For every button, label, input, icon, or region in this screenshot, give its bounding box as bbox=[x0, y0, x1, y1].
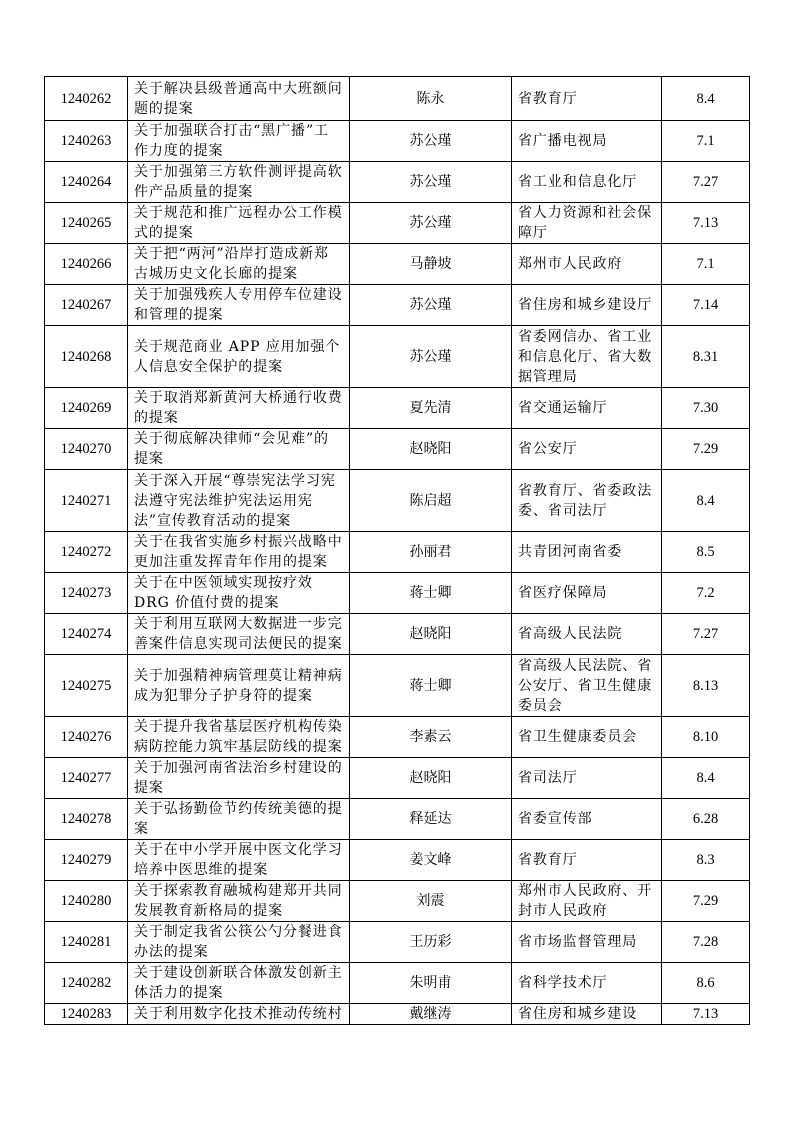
proposer-name: 苏公瑾 bbox=[350, 162, 512, 203]
table-row bbox=[45, 429, 750, 470]
handling-department: 省科学技术厅 bbox=[512, 963, 662, 1004]
reply-date: 7.29 bbox=[662, 881, 750, 922]
proposal-title: 关于规范和推广远程办公工作模式的提案 bbox=[128, 203, 350, 244]
proposal-number: 1240280 bbox=[45, 881, 128, 922]
proposer-name: 苏公瑾 bbox=[350, 121, 512, 162]
reply-date: 8.10 bbox=[662, 717, 750, 758]
reply-date: 7.1 bbox=[662, 244, 750, 285]
proposal-title: 关于解决县级普通高中大班额问题的提案 bbox=[128, 77, 350, 121]
proposal-title: 关于提升我省基层医疗机构传染病防控能力筑牢基层防线的提案 bbox=[128, 717, 350, 758]
reply-date: 6.28 bbox=[662, 799, 750, 840]
handling-department: 省司法厅 bbox=[512, 758, 662, 799]
proposal-number: 1240270 bbox=[45, 429, 128, 470]
table-row bbox=[45, 655, 750, 717]
table-row bbox=[45, 799, 750, 840]
table-row bbox=[45, 326, 750, 388]
reply-date: 7.14 bbox=[662, 285, 750, 326]
proposal-number: 1240264 bbox=[45, 162, 128, 203]
handling-department: 省教育厅 bbox=[512, 77, 662, 121]
table-row bbox=[45, 1004, 750, 1025]
reply-date: 8.4 bbox=[662, 758, 750, 799]
reply-date: 7.27 bbox=[662, 614, 750, 655]
proposer-name: 王历彩 bbox=[350, 922, 512, 963]
proposal-number: 1240276 bbox=[45, 717, 128, 758]
proposal-number: 1240275 bbox=[45, 655, 128, 717]
proposal-title: 关于利用互联网大数据进一步完善案件信息实现司法便民的提案 bbox=[128, 614, 350, 655]
reply-date: 7.30 bbox=[662, 388, 750, 429]
proposal-table bbox=[44, 76, 750, 1025]
table-row bbox=[45, 717, 750, 758]
proposer-name: 马静坡 bbox=[350, 244, 512, 285]
proposal-title: 关于彻底解决律师“会见难”的提案 bbox=[128, 429, 350, 470]
reply-date: 7.27 bbox=[662, 162, 750, 203]
reply-date: 8.31 bbox=[662, 326, 750, 388]
document-page bbox=[44, 76, 749, 1025]
handling-department: 省卫生健康委员会 bbox=[512, 717, 662, 758]
proposal-title: 关于取消郑新黄河大桥通行收费的提案 bbox=[128, 388, 350, 429]
reply-date: 7.2 bbox=[662, 573, 750, 614]
proposer-name: 陈永 bbox=[350, 77, 512, 121]
proposal-number: 1240272 bbox=[45, 532, 128, 573]
proposer-name: 赵晓阳 bbox=[350, 429, 512, 470]
proposal-number: 1240273 bbox=[45, 573, 128, 614]
handling-department: 郑州市人民政府 bbox=[512, 244, 662, 285]
reply-date: 7.29 bbox=[662, 429, 750, 470]
table-row bbox=[45, 244, 750, 285]
proposer-name: 赵晓阳 bbox=[350, 614, 512, 655]
proposal-number: 1240274 bbox=[45, 614, 128, 655]
proposal-number: 1240267 bbox=[45, 285, 128, 326]
proposal-title: 关于深入开展“尊崇宪法学习宪法遵守宪法维护宪法运用宪法”宣传教育活动的提案 bbox=[128, 470, 350, 532]
proposal-number: 1240269 bbox=[45, 388, 128, 429]
proposer-name: 蒋士卿 bbox=[350, 655, 512, 717]
proposal-title: 关于利用数字化技术推动传统村 bbox=[128, 1004, 350, 1025]
handling-department: 省公安厅 bbox=[512, 429, 662, 470]
proposal-title: 关于在中小学开展中医文化学习培养中医思维的提案 bbox=[128, 840, 350, 881]
proposal-title: 关于弘扬勤俭节约传统美德的提案 bbox=[128, 799, 350, 840]
reply-date: 7.13 bbox=[662, 1004, 750, 1025]
table-row bbox=[45, 77, 750, 121]
handling-department: 省委宣传部 bbox=[512, 799, 662, 840]
proposal-title: 关于制定我省公筷公勺分餐进食办法的提案 bbox=[128, 922, 350, 963]
proposer-name: 刘震 bbox=[350, 881, 512, 922]
reply-date: 8.13 bbox=[662, 655, 750, 717]
handling-department: 共青团河南省委 bbox=[512, 532, 662, 573]
handling-department: 省高级人民法院 bbox=[512, 614, 662, 655]
proposal-number: 1240283 bbox=[45, 1004, 128, 1025]
table-row bbox=[45, 881, 750, 922]
reply-date: 7.1 bbox=[662, 121, 750, 162]
handling-department: 省广播电视局 bbox=[512, 121, 662, 162]
handling-department: 省医疗保障局 bbox=[512, 573, 662, 614]
proposal-number: 1240278 bbox=[45, 799, 128, 840]
handling-department: 省工业和信息化厅 bbox=[512, 162, 662, 203]
table-row bbox=[45, 162, 750, 203]
proposal-title: 关于在中医领域实现按疗效 DRG 价值付费的提案 bbox=[128, 573, 350, 614]
handling-department: 省人力资源和社会保障厅 bbox=[512, 203, 662, 244]
table-row bbox=[45, 758, 750, 799]
proposal-number: 1240265 bbox=[45, 203, 128, 244]
proposal-title: 关于探索教育融城构建郑开共同发展教育新格局的提案 bbox=[128, 881, 350, 922]
handling-department: 省住房和城乡建设厅 bbox=[512, 285, 662, 326]
proposal-title: 关于加强联合打击“黑广播”工作力度的提案 bbox=[128, 121, 350, 162]
handling-department: 省住房和城乡建设 bbox=[512, 1004, 662, 1025]
proposer-name: 姜文峰 bbox=[350, 840, 512, 881]
proposer-name: 苏公瑾 bbox=[350, 285, 512, 326]
table-row bbox=[45, 922, 750, 963]
handling-department: 郑州市人民政府、开封市人民政府 bbox=[512, 881, 662, 922]
table-row bbox=[45, 532, 750, 573]
handling-department: 省高级人民法院、省公安厅、省卫生健康委员会 bbox=[512, 655, 662, 717]
handling-department: 省教育厅、省委政法委、省司法厅 bbox=[512, 470, 662, 532]
table-row bbox=[45, 840, 750, 881]
proposal-title: 关于加强河南省法治乡村建设的提案 bbox=[128, 758, 350, 799]
proposer-name: 夏先清 bbox=[350, 388, 512, 429]
reply-date: 7.13 bbox=[662, 203, 750, 244]
proposer-name: 孙丽君 bbox=[350, 532, 512, 573]
table-row bbox=[45, 963, 750, 1004]
proposer-name: 释延达 bbox=[350, 799, 512, 840]
proposer-name: 陈启超 bbox=[350, 470, 512, 532]
handling-department: 省市场监督管理局 bbox=[512, 922, 662, 963]
proposal-title: 关于加强残疾人专用停车位建设和管理的提案 bbox=[128, 285, 350, 326]
proposer-name: 蒋士卿 bbox=[350, 573, 512, 614]
proposer-name: 赵晓阳 bbox=[350, 758, 512, 799]
proposal-number: 1240281 bbox=[45, 922, 128, 963]
proposer-name: 李素云 bbox=[350, 717, 512, 758]
proposer-name: 苏公瑾 bbox=[350, 203, 512, 244]
proposal-number: 1240268 bbox=[45, 326, 128, 388]
proposal-number: 1240266 bbox=[45, 244, 128, 285]
proposal-number: 1240271 bbox=[45, 470, 128, 532]
proposal-title: 关于规范商业 APP 应用加强个人信息安全保护的提案 bbox=[128, 326, 350, 388]
proposal-title: 关于建设创新联合体激发创新主体活力的提案 bbox=[128, 963, 350, 1004]
proposal-title: 关于把“两河”沿岸打造成新郑古城历史文化长廊的提案 bbox=[128, 244, 350, 285]
table-row bbox=[45, 470, 750, 532]
handling-department: 省教育厅 bbox=[512, 840, 662, 881]
proposal-title: 关于加强精神病管理莫让精神病成为犯罪分子护身符的提案 bbox=[128, 655, 350, 717]
proposal-title: 关于在我省实施乡村振兴战略中更加注重发挥青年作用的提案 bbox=[128, 532, 350, 573]
reply-date: 8.4 bbox=[662, 77, 750, 121]
reply-date: 7.28 bbox=[662, 922, 750, 963]
proposal-title: 关于加强第三方软件测评提高软件产品质量的提案 bbox=[128, 162, 350, 203]
reply-date: 8.6 bbox=[662, 963, 750, 1004]
reply-date: 8.4 bbox=[662, 470, 750, 532]
proposer-name: 戴继涛 bbox=[350, 1004, 512, 1025]
table-row bbox=[45, 203, 750, 244]
proposer-name: 苏公瑾 bbox=[350, 326, 512, 388]
reply-date: 8.5 bbox=[662, 532, 750, 573]
proposal-number: 1240282 bbox=[45, 963, 128, 1004]
table-row bbox=[45, 388, 750, 429]
table-row bbox=[45, 285, 750, 326]
proposal-table-body bbox=[45, 77, 750, 1025]
table-row bbox=[45, 573, 750, 614]
handling-department: 省委网信办、省工业和信息化厅、省大数据管理局 bbox=[512, 326, 662, 388]
handling-department: 省交通运输厅 bbox=[512, 388, 662, 429]
proposal-number: 1240262 bbox=[45, 77, 128, 121]
proposal-number: 1240263 bbox=[45, 121, 128, 162]
reply-date: 8.3 bbox=[662, 840, 750, 881]
proposal-number: 1240277 bbox=[45, 758, 128, 799]
table-row bbox=[45, 614, 750, 655]
table-row bbox=[45, 121, 750, 162]
proposal-number: 1240279 bbox=[45, 840, 128, 881]
proposer-name: 朱明甫 bbox=[350, 963, 512, 1004]
